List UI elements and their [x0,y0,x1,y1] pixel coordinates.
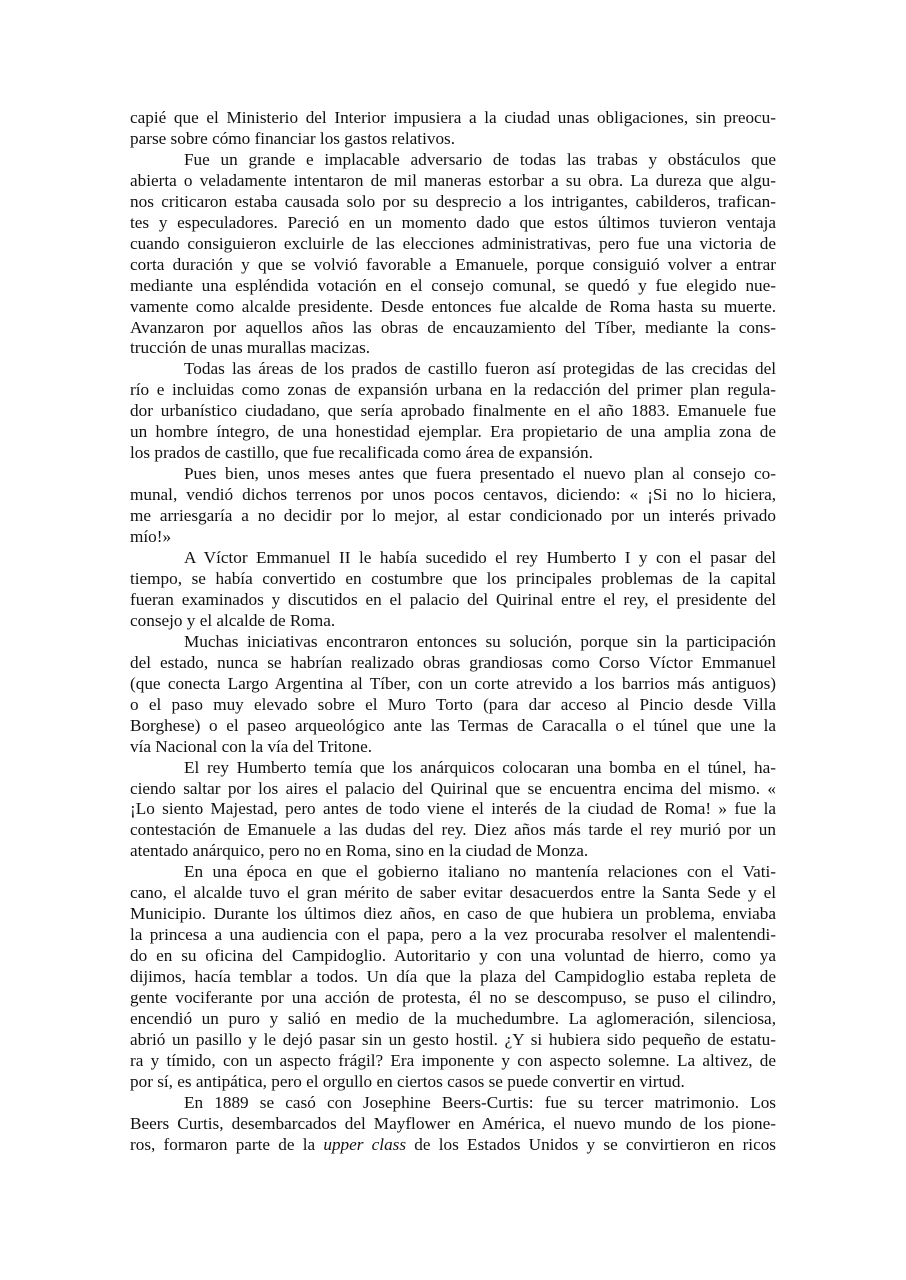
paragraph [130,464,776,548]
text-line: capié que el Ministerio del Interior impusiera a la ciudad unas obligaciones, sin preocu- [130,108,776,127]
text-line: Fue un grande e implacable adversario de todas las trabas y obstáculos que [184,149,776,169]
text-line: A Víctor Emmanuel II le había sucedido el rey Humberto I y con el pasar del [184,548,776,568]
paragraph [130,632,776,758]
text-line: ciendo saltar por los aires el palacio del Quirinal que se encuentra encima del mismo. « [130,778,776,798]
text-line: munal, vendió dichos terrenos por unos pocos centavos, diciendo: « ¡Si no lo hiciera, [130,485,776,505]
text-line: (que conecta Largo Argentina al Tíber, con un corte atrevido a los barrios más antiguos) [130,673,776,693]
text-line: tiempo, se había convertido en costumbre que los principales problemas de la capital [130,568,776,588]
text-line: atentado anárquico, pero no en Roma, sino en la ciudad de Monza. [130,841,589,861]
paragraph [130,548,776,632]
text-line: ¡Lo siento Majestad, pero antes de todo viene el interés de la ciudad de Roma! » fue la [130,799,776,819]
text-line: vía Nacional con la vía del Tritone. [130,736,373,756]
text-line: trucción de unas murallas macizas. [130,338,371,358]
text-line: abierta o veladamente intentaron de mil maneras estorbar a su obra. La dureza que algu- [130,170,776,190]
paragraph [130,150,776,360]
text-line: los prados de castillo, que fue recalificada como área de expansión. [130,443,593,463]
text-line: vamente como alcalde presidente. Desde entonces fue alcalde de Roma hasta su muerte. [130,296,776,316]
italic-phrase: upper class [323,1134,407,1154]
text-line: contestación de Emanuele a las dudas del rey. Diez años más tarde el rey murió por un [130,820,776,840]
text-line: la princesa a una audiencia con el papa, pero a la vez procuraba resolver el malentendi- [130,925,776,945]
text-line: fueran examinados y discutidos en el palacio del Quirinal entre el rey, el presidente del [130,589,776,609]
text-line: dor urbanístico ciudadano, que sería aprobado finalmente en el año 1883. Emanuele fue [130,401,776,421]
paragraph [130,359,776,464]
text-line: En una época en que el gobierno italiano no mantenía relaciones con el Vati- [184,862,776,882]
text-line: abrió un pasillo y le dejó pasar sin un gesto hostil. ¿Y si hubiera sido pequeño de estatu- [130,1029,776,1049]
text-line: Municipio. Durante los últimos diez años, en caso de que hubiera un problema, enviaba [130,904,776,924]
text-line: Avanzaron por aquellos años las obras de encauzamiento del Tíber, mediante la cons- [130,317,776,337]
text-line: por sí, es antipática, pero el orgullo en ciertos casos se puede convertir en virtud. [130,1071,685,1091]
text-segment: ros, formaron parte de la [130,1134,324,1154]
text-line: nos criticaron estaba causada solo por su desprecio a los intrigantes, cabilderos, trafican- [130,191,776,211]
paragraph [130,758,776,863]
text-line: río e incluidas como zonas de expansión urbana en la redacción del primer plan regula- [130,380,776,400]
text-line: cuando consiguieron excluirle de las elecciones administrativas, pero fue una victoria de [130,233,776,253]
text-line: tes y especuladores. Pareció en un momento dado que estos últimos tuvieron ventaja [130,212,776,232]
text-line: un hombre íntegro, de una honestidad ejemplar. Era propietario de una amplia zona de [130,422,776,442]
text-line: En 1889 se casó con Josephine Beers-Curtis: fue su tercer matrimonio. Los [184,1092,776,1112]
text-line: Todas las áreas de los prados de castillo fueron así protegidas de las crecidas del [184,359,776,379]
text-line [130,1135,776,1156]
text-line: o el paso muy elevado sobre el Muro Torto (para dar acceso al Pincio desde Villa [130,694,776,714]
text-line: encendió un puro y salió en medio de la muchedumbre. La aglomeración, silenciosa, [130,1008,776,1028]
text-line: corta duración y que se volvió favorable a Emanuele, porque consiguió volver a entrar [130,254,776,274]
text-line: do en su oficina del Campidoglio. Autoritario y con una voluntad de hierro, como ya [130,946,776,966]
text-line: parse sobre cómo financiar los gastos relativos. [130,128,456,148]
text-line: gente vociferante por una acción de protesta, él no se descompuso, se puso el cilindro, [130,988,776,1008]
text-line: consejo y el alcalde de Roma. [130,610,336,630]
paragraph [130,108,776,150]
text-line: mediante una espléndida votación en el consejo comunal, se quedó y fue elegido nue- [130,275,776,295]
text-line: Borghese) o el paseo arqueológico ante las Termas de Caracalla o el túnel que une la [130,715,776,735]
text-line: mío!» [130,527,172,547]
document-page [130,108,776,1156]
text-line: Beers Curtis, desembarcados del Mayflower en América, el nuevo mundo de los pione- [130,1113,776,1133]
paragraph [130,1093,776,1156]
text-line: me arriesgaría a no decidir por lo mejor, al estar condicionado por un interés privado [130,506,776,526]
text-line: ra y tímido, con un aspecto frágil? Era imponente y con aspecto solemne. La altivez, de [130,1050,776,1070]
text-line: cano, el alcalde tuvo el gran mérito de saber evitar desacuerdos entre la Santa Sede y el [130,883,776,903]
text-segment: de los Estados Unidos y se convirtieron en ricos [406,1134,776,1154]
paragraph [130,862,776,1092]
text-line: del estado, nunca se habrían realizado obras grandiosas como Corso Víctor Emmanuel [130,652,776,672]
text-line: Pues bien, unos meses antes que fuera presentado el nuevo plan al consejo co- [184,464,776,484]
text-line: dijimos, hacía temblar a todos. Un día que la plaza del Campidoglio estaba repleta de [130,967,776,987]
text-line: Muchas iniciativas encontraron entonces su solución, porque sin la participación [184,631,776,651]
text-line: El rey Humberto temía que los anárquicos colocaran una bomba en el túnel, ha- [184,757,776,777]
